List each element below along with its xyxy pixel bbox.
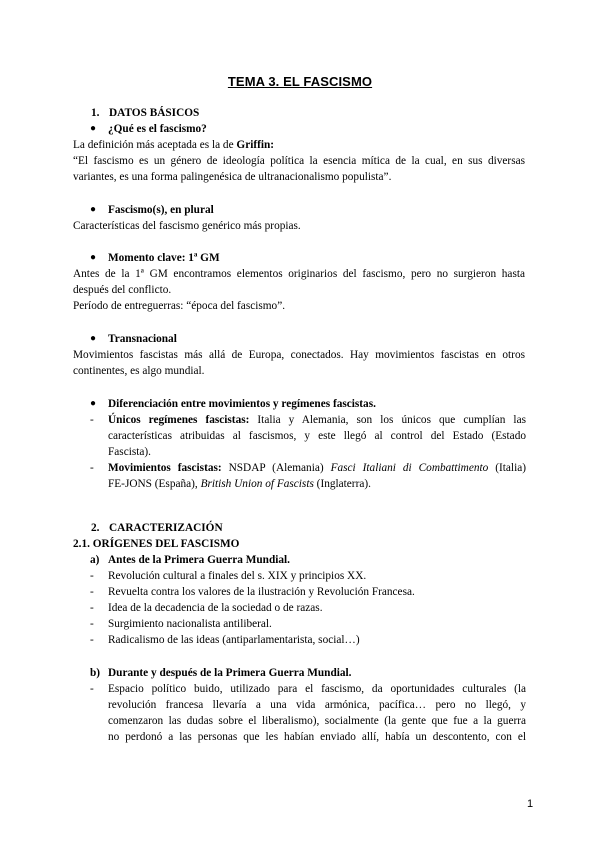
section-2-heading: CARACTERIZACIÓN bbox=[109, 522, 223, 534]
regimes-line-3: Fascista). bbox=[108, 446, 151, 458]
bullet-icon: ● bbox=[90, 398, 97, 409]
list-a-title: Antes de la Primera Guerra Mundial. bbox=[108, 554, 290, 566]
section-1-heading: DATOS BÁSICOS bbox=[109, 107, 200, 119]
movements-line-1: Movimientos fascistas: NSDAP (Alemania) Fasci Italiani di Combattimento (Italia) bbox=[108, 462, 526, 474]
during-war-line-3: comenzaron las dudas sobre el liberalismo), socialmente (la gente que fue a la guerra bbox=[108, 715, 526, 727]
regimes-line-2: características atribuidas al fascismos, y este llegó al control del Estado (Estado bbox=[108, 430, 526, 442]
bullet-icon: ● bbox=[90, 204, 97, 215]
dash-marker: - bbox=[90, 602, 94, 614]
dash-marker: - bbox=[90, 634, 94, 646]
section-1-number: 1. bbox=[91, 107, 100, 119]
list-item: Revolución cultural a finales del s. XIX y principios XX. bbox=[108, 570, 367, 582]
during-war-line-4: no perdonó a las personas que les habían enviado allí, había un descontento, con el bbox=[108, 731, 526, 743]
bullet-icon: ● bbox=[90, 123, 97, 134]
bullet-key-moment: Momento clave: 1ª GM bbox=[108, 252, 220, 264]
regimes-line-1: Únicos regímenes fascistas: Italia y Alemania, son los únicos que cumplían las bbox=[108, 414, 526, 426]
dash-marker: - bbox=[90, 586, 94, 598]
bullet-plural: Fascismo(s), en plural bbox=[108, 204, 214, 216]
dash-marker: - bbox=[90, 683, 94, 695]
during-war-line-2: revolución francesa llevaría a una vida armónica, pacífica… pero no llegó, y bbox=[108, 699, 526, 711]
quote-line-2: variantes, es una forma palingenésica de ultranacionalismo populista”. bbox=[73, 171, 392, 183]
list-a-label: a) bbox=[90, 554, 100, 566]
bullet-icon: ● bbox=[90, 333, 97, 344]
list-item: Revuelta contra los valores de la ilustración y Revolución Francesa. bbox=[108, 586, 415, 598]
bullet-transnational: Transnacional bbox=[108, 333, 177, 345]
definition-line: La definición más aceptada es la de Griffin: bbox=[73, 139, 275, 151]
dash-marker: - bbox=[90, 618, 94, 630]
key-moment-line-1: Antes de la 1ª GM encontramos elementos originarios del fascismo, pero no surgieron hasta bbox=[73, 268, 525, 280]
bullet-differentiation: Diferenciación entre movimientos y regímenes fascistas. bbox=[108, 398, 376, 410]
during-war-line-1: Espacio político buido, utilizado para el fascismo, da oportunidades culturales (la bbox=[108, 683, 526, 695]
dash-marker: - bbox=[90, 414, 94, 426]
dash-marker: - bbox=[90, 570, 94, 582]
page-title: TEMA 3. EL FASCISMO bbox=[227, 74, 373, 89]
list-item: Idea de la decadencia de la sociedad o de razas. bbox=[108, 602, 323, 614]
list-item: Radicalismo de las ideas (antiparlamentarista, social…) bbox=[108, 634, 360, 646]
quote-line-1: “El fascismo es un género de ideología política la esencia mítica de la cual, en sus diversas bbox=[73, 155, 525, 167]
movements-line-2: FE-JONS (España), British Union of Fascists (Inglaterra). bbox=[108, 478, 371, 490]
transnational-line-2: continentes, es algo mundial. bbox=[73, 365, 205, 377]
list-b-label: b) bbox=[90, 667, 101, 679]
plural-text: Características del fascismo genérico más propias. bbox=[73, 220, 301, 232]
bullet-icon: ● bbox=[90, 252, 97, 263]
list-item: Surgimiento nacionalista antiliberal. bbox=[108, 618, 272, 630]
key-moment-line-2: después del conflicto. bbox=[73, 284, 172, 296]
page-number: 1 bbox=[527, 798, 534, 810]
key-moment-line-3: Período de entreguerras: “época del fascismo”. bbox=[73, 300, 286, 312]
subsection-heading: 2.1. ORÍGENES DEL FASCISMO bbox=[73, 538, 240, 550]
section-2-number: 2. bbox=[91, 522, 100, 534]
dash-marker: - bbox=[90, 462, 94, 474]
transnational-line-1: Movimientos fascistas más allá de Europa, conectados. Hay movimientos fascistas en otros bbox=[73, 349, 525, 361]
list-b-title: Durante y después de la Primera Guerra Mundial. bbox=[108, 667, 352, 679]
bullet-what-is-fascism: ¿Qué es el fascismo? bbox=[108, 123, 207, 135]
